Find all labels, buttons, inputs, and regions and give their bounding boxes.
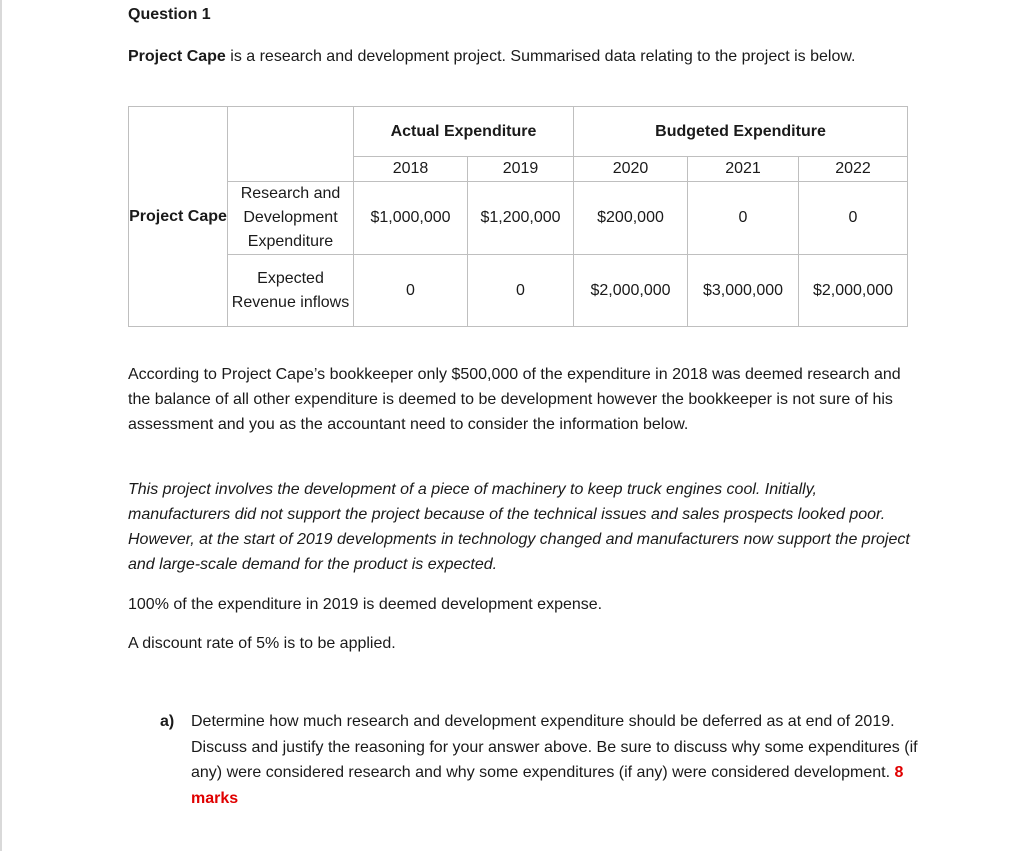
question-heading: Question 1 bbox=[128, 6, 211, 23]
project-label-cell: Project Cape bbox=[129, 107, 228, 327]
cell-rd-2021: 0 bbox=[688, 182, 799, 255]
cell-rev-2019: 0 bbox=[468, 255, 574, 327]
blank-header-cell bbox=[228, 107, 354, 182]
intro-text: is a research and development project. Summarised data relating to the project is below. bbox=[225, 48, 856, 65]
row-label-revenue: Expected Revenue inflows bbox=[228, 255, 354, 327]
row-label-rd-expenditure: Research and Development Expenditure bbox=[228, 182, 354, 255]
project-description-paragraph: This project involves the development of a piece of machinery to keep truck engines cool. Initially, manufacturers did not support the project because of the technical issues and sales prospects looked poor. However, at the start of 2019 developments in technology changed and manufacturers now support the project and large-scale demand for the product is expected. bbox=[128, 481, 910, 573]
discount-rate-paragraph: A discount rate of 5% is to be applied. bbox=[128, 635, 396, 652]
cell-rev-2018: 0 bbox=[354, 255, 468, 327]
cell-rev-2022: $2,000,000 bbox=[799, 255, 908, 327]
bookkeeper-paragraph: According to Project Cape’s bookkeeper only $500,000 of the expenditure in 2018 was deemed research and the balance of all other expenditure is deemed to be development however the bookkeeper is not sure of his assessment and you as the accountant need to consider the information below. bbox=[128, 366, 901, 433]
question-a-label: a) bbox=[160, 713, 175, 730]
year-2018: 2018 bbox=[354, 157, 468, 182]
year-2020: 2020 bbox=[574, 157, 688, 182]
project-data-table bbox=[128, 106, 908, 327]
cell-rev-2021: $3,000,000 bbox=[688, 255, 799, 327]
table-row-revenue bbox=[129, 255, 908, 327]
project-name: Project Cape bbox=[128, 48, 226, 65]
year-2022: 2022 bbox=[799, 157, 908, 182]
cell-rd-2019: $1,200,000 bbox=[468, 182, 574, 255]
cell-rd-2022: 0 bbox=[799, 182, 908, 255]
question-a-marks: 8 marks bbox=[191, 764, 904, 807]
question-a-text: Determine how much research and development expenditure should be deferred as at end of 2019. Discuss and justify the reasoning for your answer above. Be sure to discuss why some expenditures (if any) were considered research and why some expenditures (if any) were considered development. bbox=[191, 713, 918, 781]
actual-expenditure-header: Actual Expenditure bbox=[354, 107, 574, 157]
cell-rd-2020: $200,000 bbox=[574, 182, 688, 255]
budgeted-expenditure-header: Budgeted Expenditure bbox=[574, 107, 908, 157]
table-row-rd-expenditure bbox=[129, 182, 908, 255]
year-2021: 2021 bbox=[688, 157, 799, 182]
left-margin-rule bbox=[0, 0, 2, 851]
intro-paragraph bbox=[128, 44, 888, 69]
question-a-text-block bbox=[191, 709, 921, 811]
cell-rev-2020: $2,000,000 bbox=[574, 255, 688, 327]
cell-rd-2018: $1,000,000 bbox=[354, 182, 468, 255]
year-2019: 2019 bbox=[468, 157, 574, 182]
table-header-row bbox=[129, 107, 908, 157]
expense-2019-paragraph: 100% of the expenditure in 2019 is deemed development expense. bbox=[128, 596, 603, 613]
